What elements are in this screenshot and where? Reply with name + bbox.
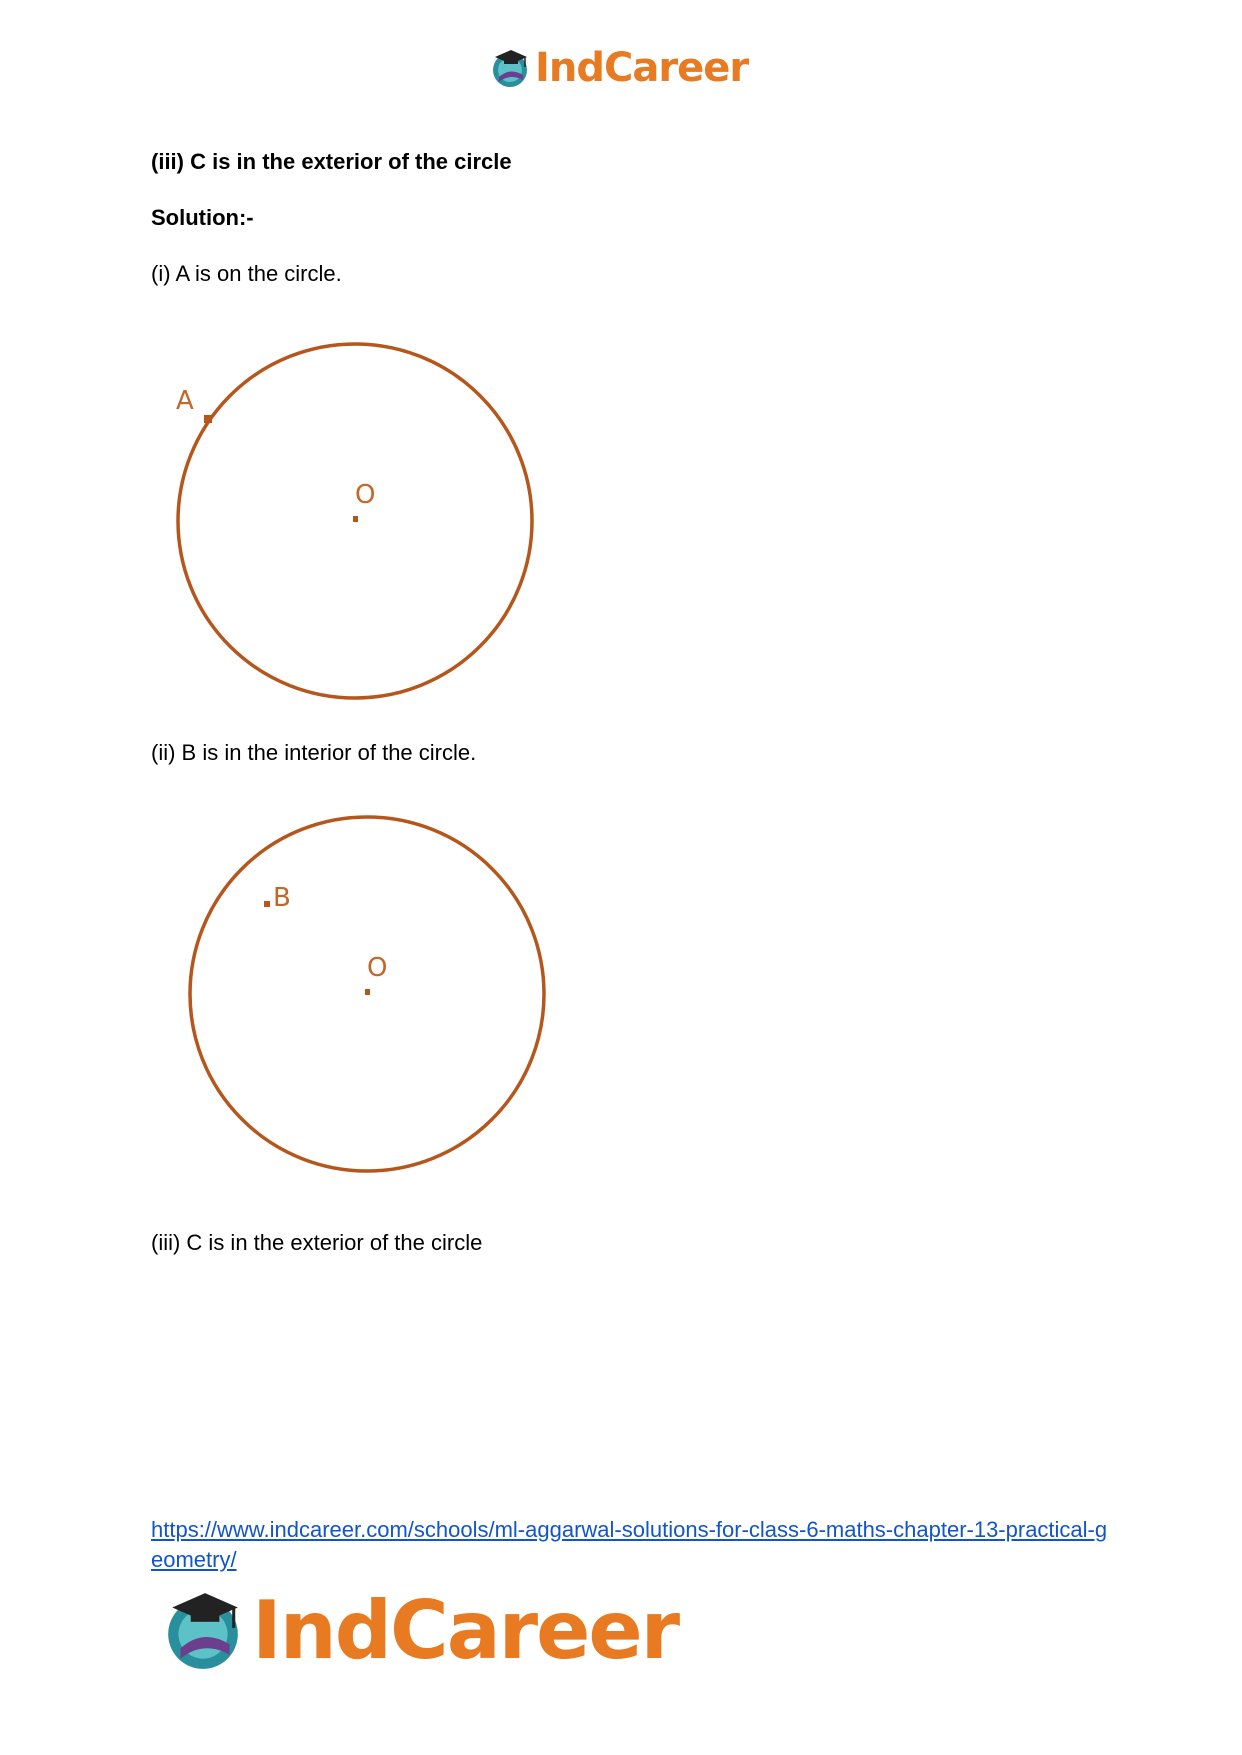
point-b-label: B xyxy=(273,883,291,913)
center-o-label: O xyxy=(367,953,388,983)
header-logo xyxy=(489,40,748,96)
center-point-marker xyxy=(365,989,370,995)
point-b-marker xyxy=(264,901,270,907)
center-o-label: O xyxy=(355,480,376,510)
graduation-cap-globe-icon xyxy=(160,1587,246,1673)
circle-figure-point-inside xyxy=(160,808,560,1188)
source-link[interactable]: https://www.indcareer.com/schools/ml-aggarwal-solutions-for-class-6-maths-chapter-13-practical-geometry/ xyxy=(151,1517,1108,1572)
circle-figure-point-on xyxy=(160,335,540,715)
part3-text: (iii) C is in the exterior of the circle xyxy=(151,1230,483,1255)
point-a-marker xyxy=(204,415,212,423)
footer-logo xyxy=(160,1585,678,1675)
part2-text: (ii) B is in the interior of the circle. xyxy=(151,740,477,765)
brand-name: IndCareer xyxy=(535,45,749,91)
point-a-label: A xyxy=(176,386,194,416)
question-heading: (iii) C is in the exterior of the circle xyxy=(151,149,512,174)
part1-text: (i) A is on the circle. xyxy=(151,261,342,286)
graduation-cap-globe-icon xyxy=(489,47,531,89)
solution-heading: Solution:- xyxy=(151,205,254,230)
center-point-marker xyxy=(353,516,358,522)
brand-name: IndCareer xyxy=(252,1583,679,1677)
